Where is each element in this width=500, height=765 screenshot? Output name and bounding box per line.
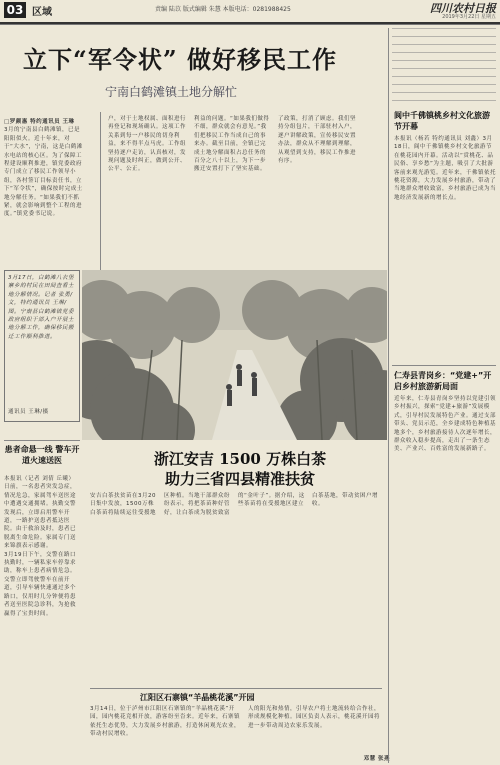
lead-body-col4: 了政策，打消了顾虑。我们坚持分组包片，干部驻村入户，逐户讲解政策，宣传移民安置办法，群众从不理解到理解，从观望到支持，移民工作推进有序。 (278, 116, 357, 165)
story2-headline: 患者命悬一线 警车开道火速送医 (4, 445, 80, 465)
lead-subhead: 宁南白鹤滩镇土地分解忙 (105, 85, 238, 99)
story2-rule (4, 440, 80, 441)
inset-text: 3月17日，白鹤滩八衣堡寨乡的村民在田间查看土地分解情况。记者 张勇/文，特约通讯员 王琳/图。宁南县白鹤滩镇党委政府组织干部入户开展土地分解工作，确保移民搬迁工作顺利推进。 (8, 275, 75, 340)
story3-headline: 江阳区石寨镇“羊晶桃花溪”开园 (140, 693, 255, 702)
side-story2-rule (392, 365, 496, 366)
page-number: 03 (4, 2, 26, 18)
page-header (0, 0, 500, 24)
story2-para2: 3月19日下午，交警在路口执勤时，一辆私家车停靠求助，称车上患者病情危急。交警立即驾驶警车在前开道，引导车辆快速通过多个路口，仅用时几分钟便将患者送至医院急诊科，为抢救赢得了宝贵时间。 (4, 551, 77, 617)
editor-info: 责编 陆苡 版式编辑 朱慧 本版电话：0281988425 (155, 6, 291, 13)
lead-byline: □罗颜惠 特约通讯员 王琳 (4, 119, 75, 125)
photo-story-body: 安吉白茶扶贫苗在3月20日集中发放，1500万株白茶苗将陆续运往受援地区种植。当地干部群众纷纷表示，将把茶苗种好管好，让白茶成为脱贫致富的“金叶子”。据介绍，这些茶苗将在受援地区建立白茶基地，带动贫困户增收。 (90, 493, 379, 516)
photo-caption-line2: 助力三省四县精准扶贫 (164, 470, 315, 488)
issue-date: 2019年3月22日 星期五 (442, 14, 496, 20)
section-name: 区域 (32, 7, 52, 18)
story3-body: 3月14日，位于泸州市江阳区石寨镇的“羊晶桃花溪”开园，园内桃花竞相开放，游客纷至沓来。近年来，石寨镇依托生态优势，大力发展乡村旅游，打造休闲观光农业，带动村民增收。 (90, 706, 240, 738)
newspaper-logo: 四川农村日报 (430, 2, 496, 15)
lead-body-col2: 户，对于土地权属、面积进行再登记和现场确认。这项工作关系到每一户移民的切身利益，来不得半点马虎。工作组坚持逐户走访，认真核对，发现问题及时纠正，做到公开、公平、公正。 (108, 116, 186, 173)
side-story2-headline: 仁寿县青岗乡：“党建+”开启乡村旅游新局面 (394, 371, 492, 391)
side-story2-body: 近年来，仁寿县青岗乡坚持以党建引领乡村振兴，探索“党建+旅游”发展模式，引导村民发展特色产业。通过支部带头、党员示范，全乡建成特色种植基地多个，乡村旅游接待人次逐年增长，群众收入稳步提高，走出了一条生态美、产业兴、百姓富的发展新路子。 (394, 396, 496, 453)
story3-credit: 邓慧 张燕 (363, 756, 390, 762)
lead-body-col3: 利益的问题。“如果我们做得不细，群众就会有意见。”我们把移民工作当成自己的事来办。截至目前，全镇已完成土地分解面积占总任务的百分之八十以上，为下一步搬迁安置打下了坚实基础。 (194, 116, 270, 173)
story3-rule (90, 688, 382, 689)
lead-body-col1 (4, 118, 84, 258)
orchard-illustration (82, 270, 387, 440)
story2-para1: 本报讯（记者 刘倩 丘曦）日前，一名患者突发急症，情况危急，家属驾车送医途中遭遇交通拥堵。执勤交警发现后，立即启用警车开道，一路护送患者抵达医院。由于救治及时，患者已脱离生命危险。家属专门送来锦旗表示感谢。 (4, 476, 77, 550)
inset-credit: 通讯员 王琳/摄 (8, 409, 49, 415)
photo-caption-line1: 浙江安吉 1500 万株白茶 (153, 450, 327, 468)
inset-box (4, 270, 80, 422)
lead-headline: 立下“军令状” 做好移民工作 (23, 45, 337, 74)
story3-body2: 人的阳光和热情，引导农户将土地流转给合作社，形成规模化种植。园区负责人表示，桃花溪开园将进一步带动周边农家乐发展。 (248, 706, 381, 729)
header-divider (0, 24, 500, 25)
orchard-photo (82, 270, 387, 440)
story2-body (4, 475, 80, 760)
right-top-text-block (392, 28, 496, 106)
column-divider (100, 112, 101, 282)
right-column-divider (388, 28, 389, 763)
side-story1-body: 本报讯（杨若 特约通讯员 刘鑫）3月18日，阆中千佛镇桃乡村文化旅游节在桃花园内开幕。活动以“赏桃花、品民俗、享乡愁”为主题，吸引了大批游客前来观光游览。近年来，千佛镇依托桃花资源，大力发展乡村旅游，带动了当地群众增收致富，乡村旅游已成为当地经济发展新的增长点。 (394, 136, 496, 201)
side-story1-headline: 阆中千佛镇桃乡村文化旅游节开幕 (394, 111, 490, 131)
lead-body: 3月的宁南县白鹤滩镇，已是阳阳似火。近十年来，对于“大水”，宁南，这是白鹤滩水电站的核心区。为了保障工程建设顺利推进，镇党委政府专门成立了移民工作领导小组，各村签订目标责任书，立下“军令状”，确保按时完成土地分解任务。“如果我们不抓紧，就会影响到整个工程的进度。”镇党委书记说。 (4, 127, 83, 218)
